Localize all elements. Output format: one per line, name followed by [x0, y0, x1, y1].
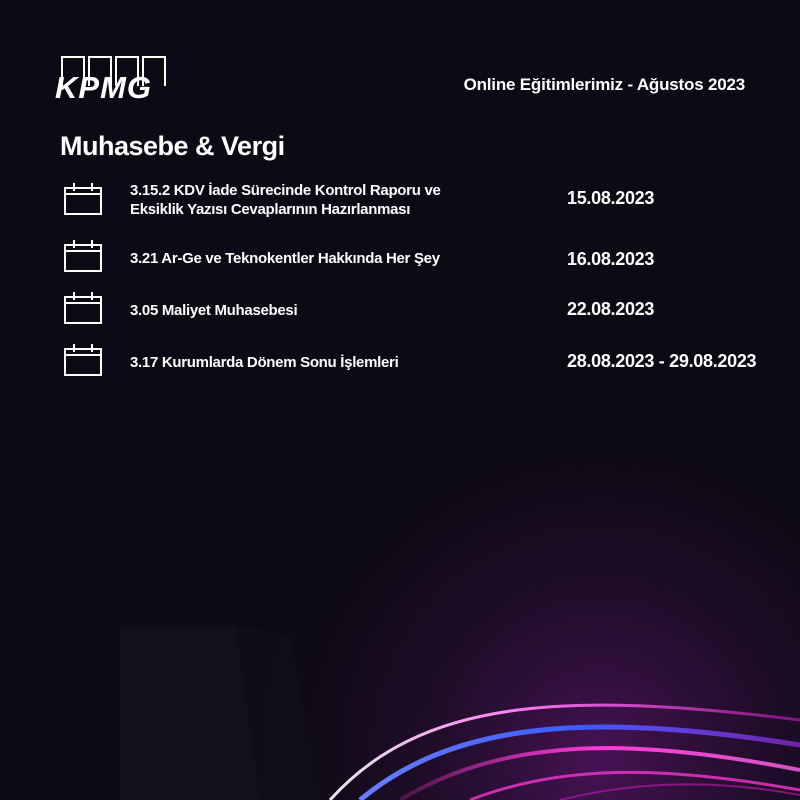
course-date: 28.08.2023 - 29.08.2023: [567, 351, 757, 371]
calendar-icon: [63, 343, 103, 377]
course-title: 3.17 Kurumlarda Dönem Sonu İşlemleri: [130, 354, 399, 371]
header-title: Online Eğitimlerimiz - Ağustos 2023: [463, 75, 745, 94]
kpmg-logo-text: KPMG: [55, 70, 152, 105]
course-title: 3.21 Ar-Ge ve Teknokentler Hakkında Her Şey: [130, 250, 440, 267]
calendar-icon: [63, 291, 103, 325]
calendar-icon: [63, 239, 103, 273]
course-date: 16.08.2023: [567, 249, 655, 269]
course-title: 3.15.2 KDV İade Sürecinde Kontrol Raporu ve Eksiklik Yazısı Cevaplarının Hazırlanması: [130, 182, 441, 218]
calendar-icon: [63, 182, 103, 216]
section-title: Muhasebe & Vergi: [60, 131, 285, 161]
course-title: 3.05 Maliyet Muhasebesi: [130, 302, 298, 319]
course-date: 15.08.2023: [567, 188, 655, 208]
course-date: 22.08.2023: [567, 299, 655, 319]
kpmg-logo: [55, 56, 175, 105]
